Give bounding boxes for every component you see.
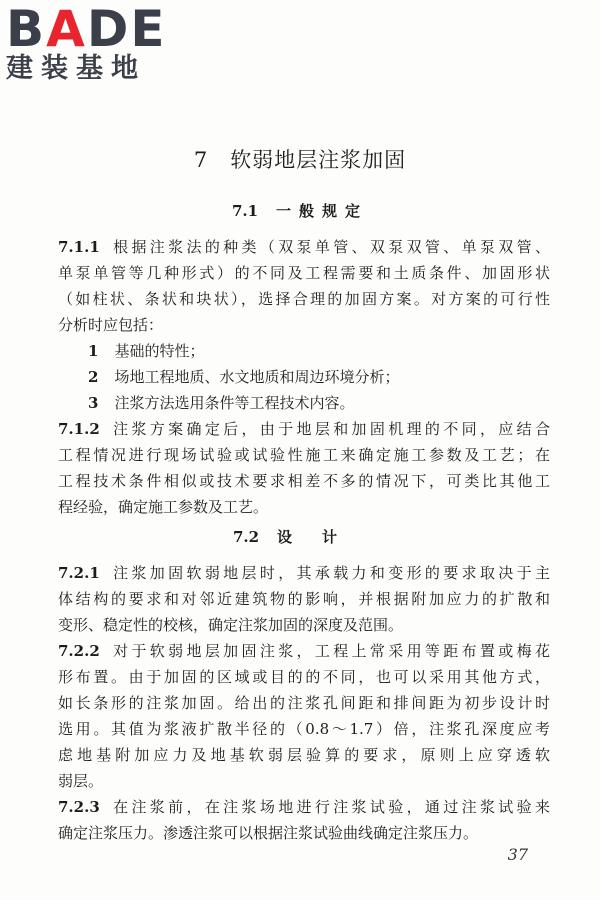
paragraph-line: 单泵单管等几种形式）的不同及工程需要和土质条件、加固形状: [58, 264, 550, 282]
paragraph-line: 7.1.2 注浆方案确定后，由于地层和加固机理的不同，应结合: [58, 420, 550, 438]
paragraph-line: 程经验，确定施工参数及工艺。: [58, 498, 269, 516]
chapter-number: 7: [193, 148, 209, 172]
paragraph-line: 弱层。: [58, 772, 104, 790]
section-number: 7.1: [231, 202, 259, 220]
list-item-number: 1: [88, 342, 99, 360]
paragraph-line: 虑地基附加应力及地基软弱层验算的要求，原则上应穿透软: [58, 746, 550, 764]
page-number: 37: [507, 845, 528, 864]
list-item: [58, 364, 550, 390]
paragraph-line: 7.1.1 根据注浆法的种类（双泵单管、双泵双管、单泵双管、: [58, 238, 550, 256]
paragraph-line: 体结构的要求和对邻近建筑物的影响，并根据附加应力的扩散和: [58, 590, 550, 608]
watermark-latin: BADE: [6, 0, 167, 58]
paragraph-line: 确定注浆压力。渗透注浆可以根据注浆试验曲线确定注浆压力。: [58, 824, 479, 842]
section-heading-7-1: [0, 200, 600, 222]
chapter-title: [0, 146, 600, 174]
clause-number: 7.1.2: [58, 420, 100, 438]
paragraph-line: 选用。其值为浆液扩散半径的（0.8～1.7）倍，注浆孔深度应考: [58, 720, 550, 738]
section-number: 7.2: [232, 528, 260, 546]
list-item-number: 2: [88, 368, 99, 386]
list-item-text: 基础的特性；: [114, 342, 205, 360]
clause-number: 7.2.1: [58, 564, 100, 582]
paragraph-line: 7.2.2 对于软弱地层加固注浆，工程上常采用等距布置或梅花: [58, 642, 550, 660]
paragraph-line: 分析时应包括：: [58, 316, 164, 334]
paragraph-line: 如长条形的注浆加固。给出的注浆孔间距和排间距为初步设计时: [58, 694, 550, 712]
list-item-text: 场地工程地质、水文地质和周边环境分析；: [114, 368, 400, 386]
clause-number: 7.2.3: [58, 798, 100, 816]
paragraph-line: 7.2.3 在注浆前，在注浆场地进行注浆试验，通过注浆试验来: [58, 798, 550, 816]
paragraph-line: 变形、稳定性的校核，确定注浆加固的深度及范围。: [58, 616, 404, 634]
section-7-1-body: [58, 234, 550, 520]
section-title: 一般规定: [276, 202, 369, 220]
section-title: 设计: [277, 528, 368, 546]
clause-number: 7.1.1: [58, 238, 100, 256]
watermark-cn: 建装基地: [6, 53, 146, 84]
paragraph-line: 工程情况进行现场试验或试验性施工来确定施工参数及工艺；在: [58, 446, 550, 464]
clause-number: 7.2.2: [58, 642, 100, 660]
list-item: [58, 338, 550, 364]
list-item-text: 注浆方法选用条件等工程技术内容。: [114, 394, 355, 412]
chapter-title-text: 软弱地层注浆加固: [230, 148, 407, 172]
paragraph-line: 7.2.1 注浆加固软弱地层时，其承载力和变形的要求取决于主: [58, 564, 550, 582]
section-7-2-body: [58, 560, 550, 846]
watermark-logo: [6, 0, 176, 84]
paragraph-line: （如柱状、条状和块状），选择合理的加固方案。对方案的可行性: [58, 290, 550, 308]
list-item-number: 3: [88, 394, 99, 412]
section-heading-7-2: [0, 526, 600, 548]
paragraph-line: 工程技术条件相似或技术要求相差不多的情况下，可类比其他工: [58, 472, 550, 490]
paragraph-line: 形布置。由于加固的区域或目的的不同，也可以采用其他方式，: [58, 668, 550, 686]
list-item: [58, 390, 550, 416]
